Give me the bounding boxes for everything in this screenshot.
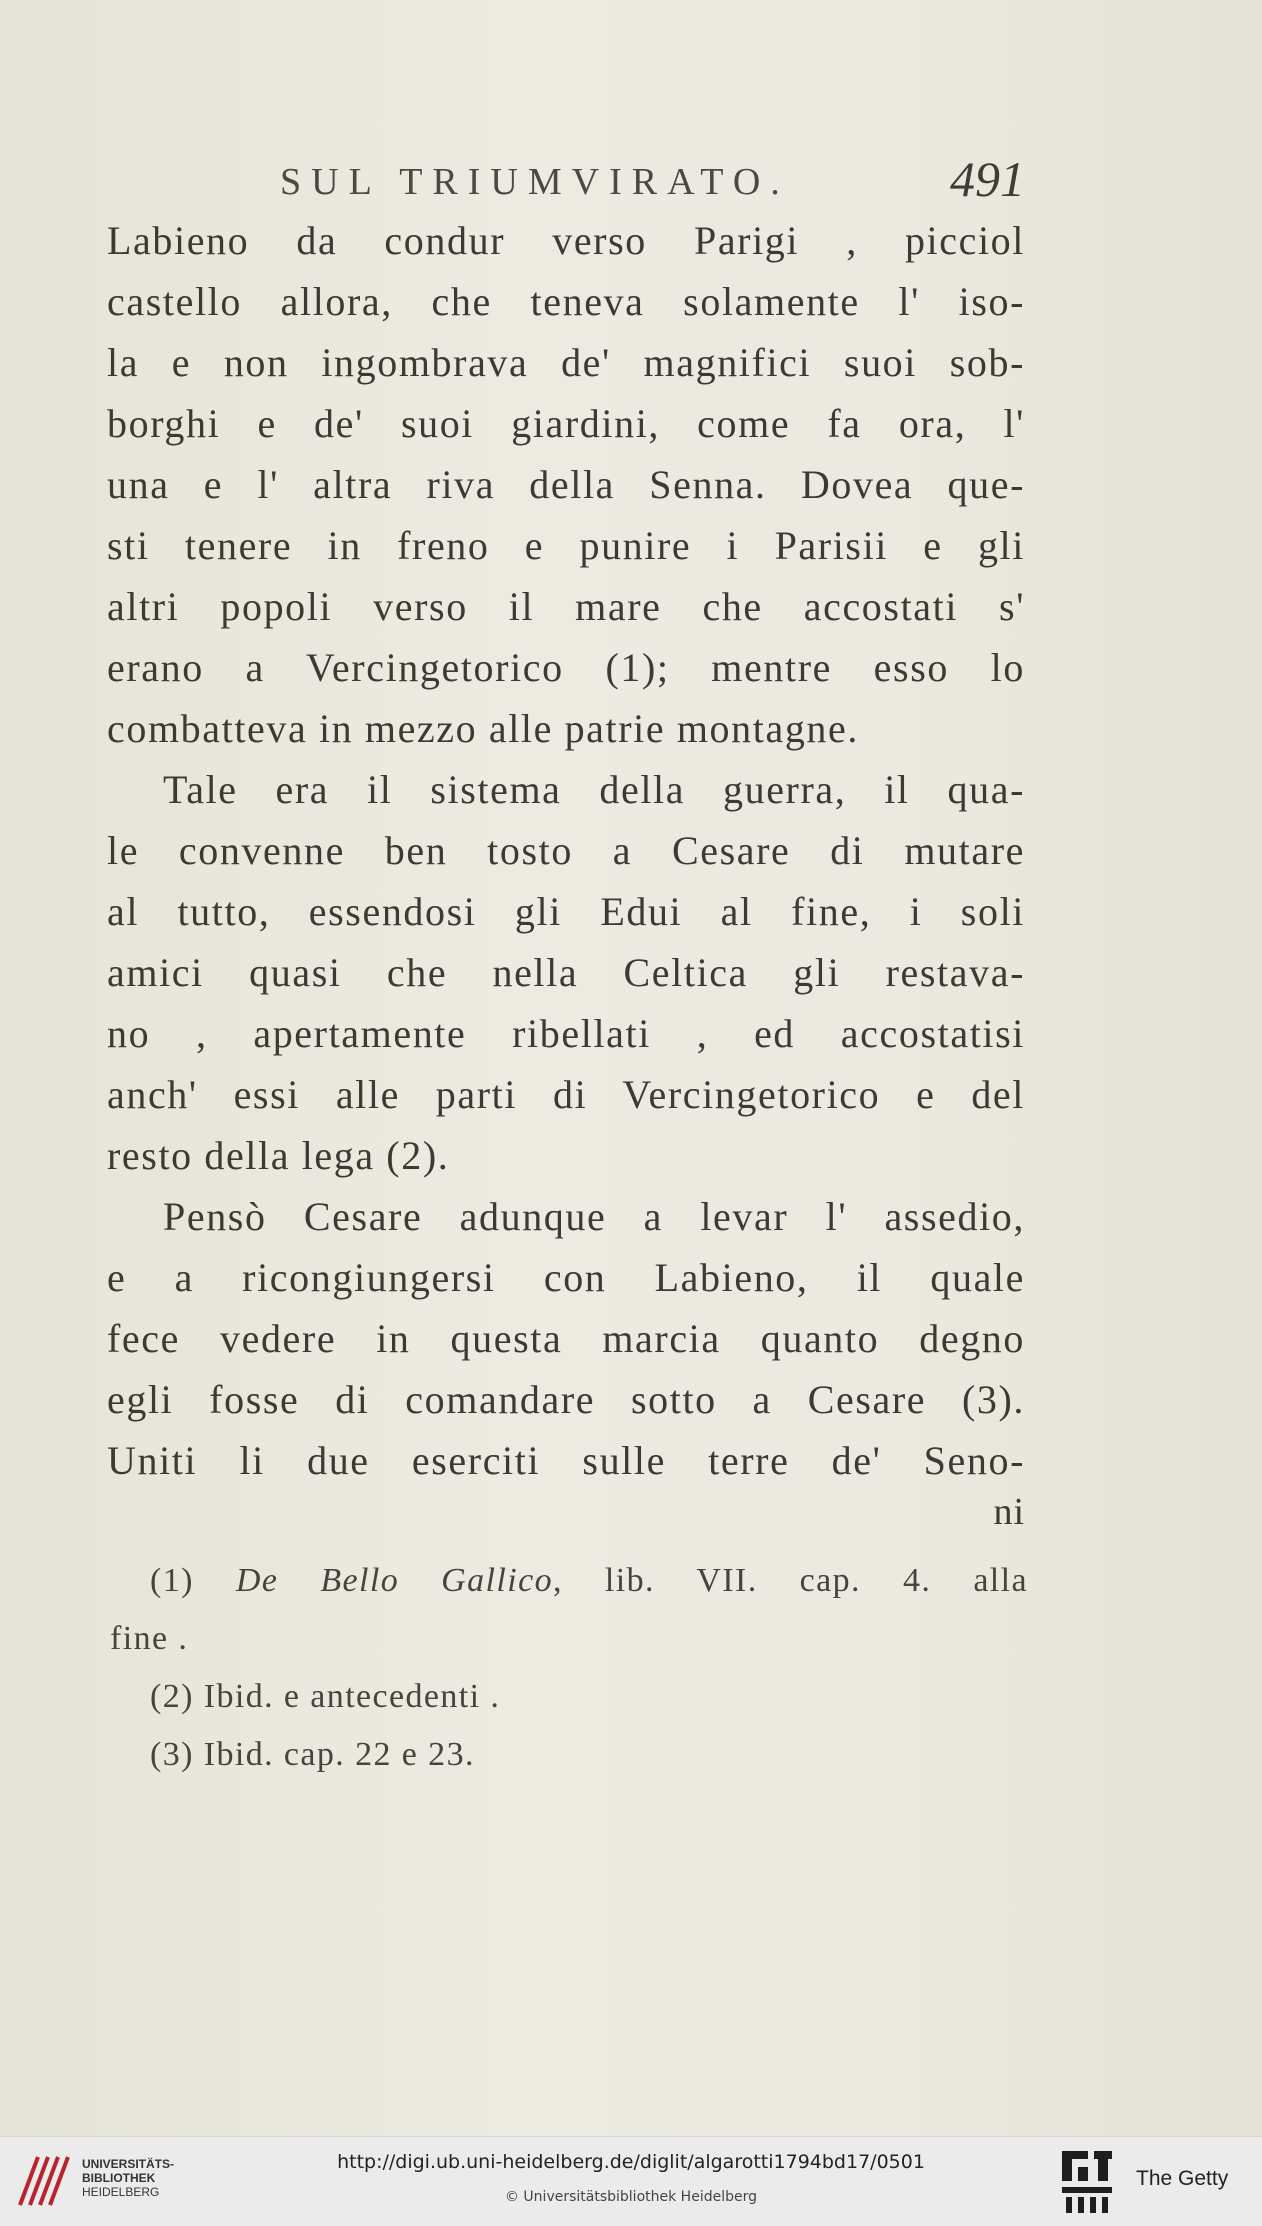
copyright-notice: © Universitätsbibliothek Heidelberg	[504, 2189, 757, 2205]
text-line: Tale era il sistema della guerra, il qua-	[163, 767, 1025, 812]
catchword: ni	[993, 1491, 1025, 1533]
library-name-line1: UNIVERSITÄTS-	[82, 2157, 175, 2171]
footnotes	[110, 1552, 1028, 1784]
footnote-1-continuation: fine .	[110, 1620, 189, 1657]
body-text	[107, 210, 1025, 1491]
text-line: Labieno da condur verso Parigi , picciol	[107, 218, 1025, 263]
text-line: castello allora, che teneva solamente l' iso-	[107, 279, 1025, 324]
running-head	[280, 150, 1025, 210]
text-line: borghi e de' suoi giardini, come fa ora, l'	[107, 401, 1025, 446]
text-line: combatteva in mezzo alle patrie montagne.	[107, 706, 859, 751]
page-number: 491	[950, 151, 1025, 207]
text-line: la e non ingombrava de' magnifici suoi sob-	[107, 340, 1025, 385]
footnote-1	[110, 1552, 1028, 1610]
text-line: altri popoli verso il mare che accostati s'	[107, 584, 1025, 629]
text-line: egli fosse di comandare sotto a Cesare (3).	[107, 1377, 1025, 1422]
viewer-footer	[0, 2136, 1262, 2226]
text-line: una e l' altra riva della Senna. Dovea que-	[107, 462, 1025, 507]
text-line: anch' essi alle parti di Vercingetorico e del	[107, 1072, 1025, 1117]
footnote-1-rest: , lib. VII. cap. 4. alla	[552, 1562, 1028, 1599]
getty-logo-icon	[1058, 2147, 1116, 2217]
permalink-url[interactable]: http://digi.ub.uni-heidelberg.de/diglit/algarotti1794bd17/0501	[337, 2151, 925, 2173]
text-line: al tutto, essendosi gli Edui al fine, i soli	[107, 889, 1025, 934]
text-line: e a ricongiungersi con Labieno, il quale	[107, 1255, 1025, 1300]
footnote-2: (2) Ibid. e antecedenti .	[150, 1678, 501, 1715]
text-line: Uniti li due eserciti sulle terre de' Seno-	[107, 1438, 1025, 1483]
library-name-line2: BIBLIOTHEK	[82, 2171, 156, 2185]
library-name-line3: HEIDELBERG	[82, 2185, 160, 2199]
running-title: SUL TRIUMVIRATO.	[280, 161, 790, 203]
text-line: fece vedere in questa marcia quanto degno	[107, 1316, 1025, 1361]
footnote-1-title: De Bello Gallico	[235, 1562, 553, 1599]
footnote-3: (3) Ibid. cap. 22 e 23.	[150, 1736, 475, 1773]
text-line: amici quasi che nella Celtica gli restava-	[107, 950, 1025, 995]
partner-name: The Getty	[1136, 2167, 1229, 2190]
text-line: erano a Vercingetorico (1); mentre esso lo	[107, 645, 1025, 690]
text-line: resto della lega (2).	[107, 1133, 450, 1178]
footnote-1-marker: (1)	[150, 1562, 194, 1599]
text-line: Pensò Cesare adunque a levar l' assedio,	[163, 1194, 1025, 1239]
text-line: sti tenere in freno e punire i Parisii e gli	[107, 523, 1025, 568]
text-line: no , apertamente ribellati , ed accostatisi	[107, 1011, 1025, 1056]
text-line: le convenne ben tosto a Cesare di mutare	[107, 828, 1025, 873]
